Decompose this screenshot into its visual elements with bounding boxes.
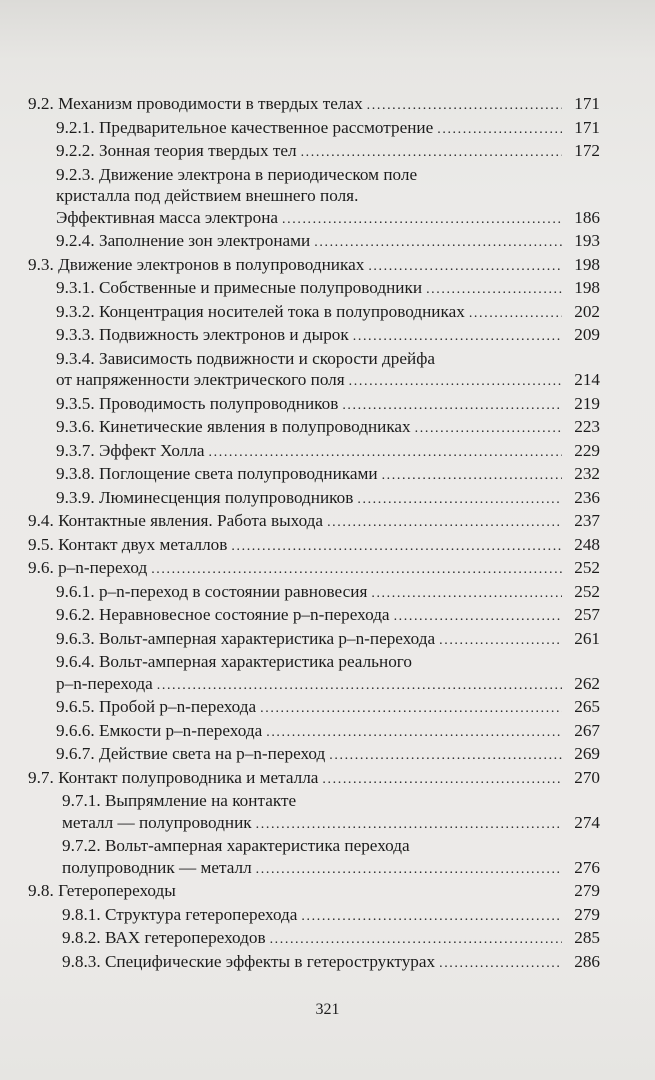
- toc-entry: [28, 628, 600, 652]
- toc-entry-title: p–n-перехода: [56, 673, 153, 693]
- toc-entry-page: 279: [574, 904, 600, 924]
- toc-entry: [28, 348, 600, 393]
- toc-entry-page: 219: [574, 393, 600, 413]
- toc-entry: [28, 416, 600, 440]
- dot-leader: [469, 303, 562, 325]
- toc-entry: [28, 140, 600, 164]
- dot-leader: [282, 209, 562, 231]
- dot-leader: [382, 465, 562, 487]
- toc-entry: [28, 557, 600, 581]
- toc-entry-title-line: 9.3.4. Зависимость подвижности и скорости дрейфа: [56, 348, 435, 368]
- toc-entry-title: 9.6.3. Вольт-амперная характеристика p–n-перехода: [56, 628, 436, 648]
- dot-leader: [368, 256, 562, 278]
- toc-entry-page: 267: [574, 720, 600, 740]
- toc-entry-title: 9.6.1. p–n-переход в состоянии равновесия: [56, 581, 368, 601]
- toc-entry-page: 261: [574, 628, 600, 648]
- dot-leader: [349, 371, 562, 393]
- toc-entry-page: 252: [574, 581, 600, 601]
- dot-leader: [357, 489, 562, 511]
- dot-leader: [256, 814, 562, 836]
- dot-leader: [353, 326, 562, 348]
- toc-entry-title-line: 9.6.4. Вольт-амперная характеристика реального: [56, 652, 413, 671]
- toc-entry-title: 9.3.8. Поглощение света полупроводниками: [56, 464, 378, 483]
- toc-entry-title: 9.2.4. Заполнение зон электронами: [56, 231, 311, 250]
- toc-entry-title: 9.6.7. Действие света на p–n-переход: [56, 744, 326, 763]
- table-of-contents: [28, 93, 600, 974]
- toc-entry: [28, 880, 600, 904]
- toc-entry-title: 9.8.2. ВАХ гетеропереходов: [62, 928, 266, 947]
- toc-entry-title: 9.3. Движение электронов в полупроводниках: [28, 254, 365, 274]
- toc-entry-title: 9.3.5. Проводимость полупроводников: [56, 393, 339, 413]
- dot-leader: [256, 859, 562, 881]
- toc-entry-title-line: 9.2.3. Движение электрона в периодическом поле: [56, 164, 418, 184]
- toc-entry-page: 276: [574, 857, 600, 877]
- dot-leader: [270, 929, 562, 951]
- toc-entry-page: 209: [574, 325, 600, 344]
- toc-entry-page: 257: [574, 605, 600, 624]
- page-number: 321: [315, 1001, 340, 1018]
- toc-entry-page: 286: [574, 951, 600, 971]
- toc-entry: [28, 696, 600, 720]
- dot-leader: [314, 232, 562, 254]
- toc-entry: [28, 510, 600, 534]
- dot-leader: [266, 722, 562, 744]
- toc-entry-title: 9.2.2. Зонная теория твердых тел: [56, 141, 297, 160]
- toc-entry: [28, 463, 600, 487]
- toc-entry: [28, 277, 600, 301]
- toc-entry: [28, 301, 600, 325]
- toc-entry-page: 285: [574, 928, 600, 947]
- dot-leader: [367, 95, 562, 117]
- toc-entry-page: 237: [574, 511, 600, 530]
- toc-entry: [28, 651, 600, 696]
- toc-entry-title: 9.7. Контакт полупроводника и металла: [28, 767, 319, 787]
- dot-leader: [342, 395, 562, 417]
- dot-leader: [151, 559, 562, 581]
- toc-entry-title: 9.6.5. Пробой p–n-перехода: [56, 697, 257, 716]
- dot-leader: [426, 279, 562, 301]
- toc-entry-page: 236: [574, 487, 600, 507]
- toc-entry-title: металл — полупроводник: [62, 812, 252, 832]
- toc-entry: [28, 790, 600, 835]
- toc-entry-title: от напряженности электрического поля: [56, 370, 345, 389]
- toc-entry-page: 198: [574, 254, 600, 274]
- toc-entry-page: 171: [574, 117, 600, 137]
- toc-entry: [28, 835, 600, 880]
- toc-entry-title-line: 9.7.1. Выпрямление на контакте: [62, 791, 297, 810]
- toc-entry: [28, 117, 600, 141]
- dot-leader: [260, 698, 562, 720]
- toc-entry-page: 232: [574, 464, 600, 483]
- toc-entry-title-line: кристалла под действием внешнего поля.: [56, 186, 359, 205]
- toc-entry-page: 171: [574, 94, 600, 113]
- toc-entry-title: 9.3.2. Концентрация носителей тока в полупроводниках: [56, 301, 465, 321]
- toc-entry-title: 9.2. Механизм проводимости в твердых телах: [28, 94, 363, 113]
- dot-leader: [157, 675, 562, 697]
- toc-entry-title: Эффективная масса электрона: [56, 207, 279, 227]
- toc-entry: [28, 604, 600, 628]
- dot-leader: [327, 512, 562, 534]
- toc-entry-page: 229: [574, 440, 600, 460]
- toc-entry: [28, 720, 600, 744]
- toc-entry-page: 214: [574, 370, 600, 389]
- toc-entry-page: 198: [574, 278, 600, 297]
- toc-entry-title: 9.8. Гетеропереходы: [28, 881, 176, 900]
- toc-entry-title: 9.4. Контактные явления. Работа выхода: [28, 511, 324, 530]
- dot-leader: [231, 536, 562, 558]
- dot-leader: [329, 745, 562, 767]
- dot-leader: [301, 906, 562, 928]
- toc-entry-page: 274: [574, 812, 600, 832]
- toc-entry: [28, 230, 600, 254]
- toc-entry-title: 9.8.1. Структура гетероперехода: [62, 904, 298, 924]
- toc-entry-page: 223: [574, 417, 600, 436]
- toc-entry: [28, 904, 600, 928]
- toc-entry-title: 9.3.3. Подвижность электронов и дырок: [56, 325, 349, 344]
- toc-entry-page: 265: [574, 697, 600, 716]
- toc-entry-page: 252: [574, 558, 600, 577]
- toc-entry: [28, 487, 600, 511]
- toc-entry-title: 9.3.7. Эффект Холла: [56, 440, 205, 460]
- toc-entry: [28, 93, 600, 117]
- dot-leader: [437, 119, 562, 141]
- toc-entry-title: 9.3.6. Кинетические явления в полупроводниках: [56, 417, 411, 436]
- toc-entry: [28, 324, 600, 348]
- toc-entry: [28, 581, 600, 605]
- toc-entry-title: 9.3.9. Люминесценция полупроводников: [56, 487, 354, 507]
- toc-entry-title: 9.8.3. Специфические эффекты в гетероструктурах: [62, 951, 436, 971]
- toc-entry-title: 9.2.1. Предварительное качественное рассмотрение: [56, 117, 434, 137]
- toc-entry: [28, 927, 600, 951]
- toc-entry: [28, 254, 600, 278]
- toc-entry-title: 9.6.2. Неравновесное состояние p–n-перехода: [56, 605, 390, 624]
- toc-entry: [28, 440, 600, 464]
- toc-entry-page: 202: [574, 301, 600, 321]
- dot-leader: [301, 142, 562, 164]
- toc-entry-page: 279: [574, 881, 600, 900]
- toc-entry-page: 248: [574, 534, 600, 554]
- toc-entry-title: 9.3.1. Собственные и примесные полупроводники: [56, 278, 423, 297]
- dot-leader: [415, 418, 562, 440]
- toc-entry-page: 269: [574, 744, 600, 763]
- toc-entry-page: 262: [574, 673, 600, 693]
- toc-entry: [28, 534, 600, 558]
- toc-entry: [28, 951, 600, 975]
- toc-entry-title-line: 9.7.2. Вольт-амперная характеристика перехода: [62, 836, 410, 855]
- dot-leader: [322, 769, 562, 791]
- toc-entry-title: 9.6. p–n-переход: [28, 558, 148, 577]
- toc-entry-page: 193: [574, 231, 600, 250]
- dot-leader: [439, 953, 562, 975]
- dot-leader: [394, 606, 562, 628]
- toc-entry-page: 172: [574, 141, 600, 160]
- toc-entry: [28, 767, 600, 791]
- toc-entry-title: 9.5. Контакт двух металлов: [28, 534, 228, 554]
- dot-leader: [209, 442, 562, 464]
- toc-entry: [28, 743, 600, 767]
- toc-entry-title: 9.6.6. Емкости p–n-перехода: [56, 720, 263, 740]
- dot-leader: [371, 583, 562, 605]
- toc-entry-page: 270: [574, 767, 600, 787]
- toc-entry: [28, 393, 600, 417]
- dot-leader: [439, 630, 562, 652]
- toc-entry: [28, 164, 600, 231]
- toc-entry-title: полупроводник — металл: [62, 857, 252, 877]
- toc-entry-page: 186: [574, 207, 600, 227]
